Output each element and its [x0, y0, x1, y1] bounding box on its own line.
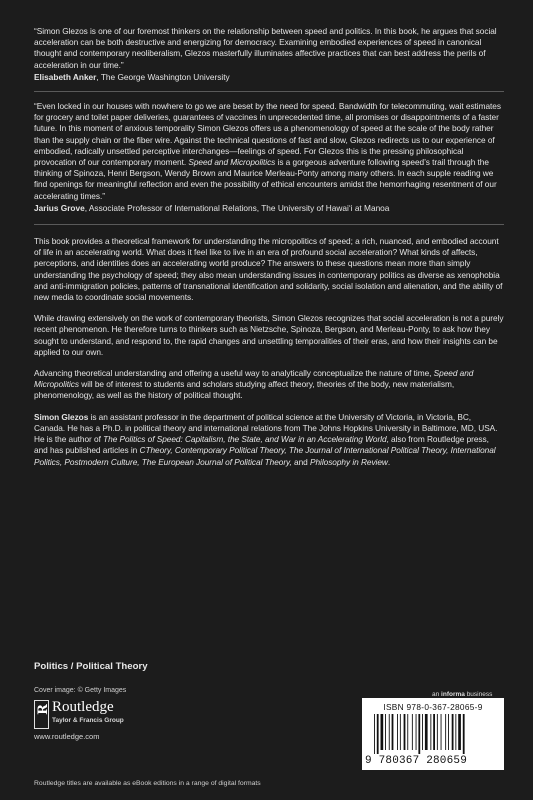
barcode-bar	[441, 714, 442, 750]
ebook-availability-note: Routledge titles are available as eBook editions in a range of digital formats	[34, 780, 261, 787]
informa-text: an	[432, 691, 442, 698]
author-name: Simon Glezos	[34, 411, 89, 422]
isbn-barcode	[362, 698, 504, 770]
barcode-bar	[385, 714, 386, 750]
bio-text: and	[291, 456, 310, 467]
book-title-italic: Speed and Micropolitics	[34, 368, 474, 390]
barcode-bar	[412, 714, 413, 750]
barcode-digits: 9 780367 280659	[365, 755, 468, 767]
divider	[34, 91, 504, 92]
bio-journals: CTheory, Contemporary Political Theory, The Journal of International Political Theory, International Politics, Postmodern Culture, The European Journal of Political Theory,	[34, 445, 496, 467]
barcode-bar	[381, 714, 384, 750]
barcode-bar	[389, 714, 390, 750]
review-attribution-1	[34, 72, 504, 83]
barcode-bar	[397, 714, 398, 750]
reviewer-affiliation: , The George Washington University	[96, 71, 230, 82]
barcode-bar	[407, 714, 408, 750]
barcode-bar	[448, 714, 449, 750]
author-bio	[34, 412, 504, 468]
barcode-bar	[455, 714, 456, 750]
review-quote-1: “Simon Glezos is one of our foremost thinkers on the relationship between speed and politics. In this book, he argues that social acceleration can be both destructive and energizing for democracy. Examining embodied experiences of speed in canonical thought and contemporary neoliberalism, Glezos masterfully illuminates affective practices that can best address the perils of acceleration in our time.”	[34, 26, 497, 70]
description-text: Advancing theoretical understanding and offering a useful way to analytically conceptualize the nature of time,	[34, 368, 434, 379]
bio-book-title: The Politics of Speed: Capitalism, the State, and War in an Accelerating World	[103, 434, 387, 445]
reviewer-affiliation: , Associate Professor of International Relations, The University of Hawai‘i at Manoa	[84, 202, 390, 213]
review-quote-2	[34, 101, 504, 202]
informa-business	[432, 691, 492, 698]
barcode-bar	[452, 714, 454, 750]
quote-text: “Even locked in our houses with nowhere to go we are beset by the need for speed. Bandwidth for telecommuting, wait estimates for grocery and toilet paper deliveries, guarantees of vaccines in unprecedented time, all promises or disappointments of a faster future. In this moment of anxious temporality Simon Glezos offers us a phenomenology of speed at the scale of the body rather than the supply chain or the fiber wire. Against the technical questions of fast and slow, Glezos redirects us to our experience of embodied, radically unsettled perceptive interchanges—feelings of speed. For Glezos this is the pressing philosophical provocation of our contemporary moment.	[34, 101, 501, 168]
barcode-bar	[437, 714, 438, 750]
barcode-bar	[418, 714, 420, 754]
publisher-url: www.routledge.com	[34, 732, 100, 741]
description-paragraph-1: This book provides a theoretical framework for understanding the micropolitics of speed; a rich, nuanced, and embodied account of life in an accelerating world. What does it feel like to live in an era of profound social acceleration? What kinds of affects, perceptions, and identities does an accelerating world produce? The answers to these questions mean more than simply understanding the psychology of speed; they also mean understanding issues in contemporary politics as diverse as xenophobia and anti-immigration policies, patterns of transnational identification and solidarity, social isolation and alienation, and the ability of new media to coordinate social movements.	[34, 236, 503, 303]
informa-brand: informa	[441, 691, 465, 698]
logo-mark-letter: R	[36, 704, 51, 715]
barcode-bar	[392, 714, 394, 750]
bio-journal: Philosophy in Review	[310, 456, 388, 467]
reviewer-name: Elisabeth Anker	[34, 71, 97, 82]
barcode-bar	[416, 714, 417, 750]
divider	[34, 224, 504, 225]
barcode-bar	[458, 714, 461, 750]
bio-text: .	[387, 456, 391, 467]
barcode-bar	[445, 714, 446, 750]
bio-text: is an assistant professor in the department of political science at the University of Victoria, in Victoria, BC, Canada. He has a Ph.D. in political theory and international relations from The Johns Hopkins University in Baltimore, MD, USA. He is the author of	[34, 411, 498, 445]
barcode-bar	[422, 714, 423, 750]
description-paragraph-2: While drawing extensively on the work of contemporary theorists, Simon Glezos recognizes that social acceleration is not a purely recent phenomenon. He therefore turns to thinkers such as Nietzsche, Spinoza, Bergson, and Merleau-Ponty, to ask how they sought to understand, and respond to, the rapid changes and unsettling temporalities of their eras, and how their insights can be applied to our own.	[34, 313, 504, 357]
barcode-bar	[463, 714, 465, 754]
barcode-bar	[374, 714, 375, 754]
subject-category: Politics / Political Theory	[34, 661, 148, 672]
quote-text: is a gorgeous adventure following speed’s trail through the thinking of Spinoza, Henri Bergson, Wendy Brown and Maurice Merleau-Ponty among many others. In each supple reading we find openings for meaningful reflection and even the possibility of ethical encounters amidst the hemorrhaging resentment of our accelerating times.”	[34, 157, 497, 201]
back-cover-text	[34, 26, 504, 468]
barcode-bar	[377, 714, 379, 754]
isbn-label: ISBN 978-0-367-28065-9	[383, 702, 483, 712]
publisher-name: Routledge	[52, 699, 114, 715]
barcode-bar	[400, 714, 401, 750]
barcode-icon	[374, 714, 494, 754]
barcode-bar	[433, 714, 435, 750]
review-attribution-2	[34, 203, 504, 214]
bio-text: , also from Routledge press, and has published articles in	[34, 434, 489, 456]
description-text: will be of interest to students and scholars studying affect theory, theories of the body, new materialism, phenomenology, as well as the history of political thought.	[34, 379, 455, 401]
barcode-bar	[425, 714, 428, 750]
description-paragraph-3	[34, 368, 504, 402]
routledge-mark-icon	[34, 700, 49, 729]
cover-image-credit: Cover image: © Getty Images	[34, 687, 127, 694]
publisher-group: Taylor & Francis Group	[52, 717, 124, 724]
book-title-italic: Speed and Micropolitics	[188, 157, 276, 168]
barcode-bar	[404, 714, 406, 750]
informa-text: business	[464, 691, 493, 698]
routledge-logo	[34, 700, 194, 744]
barcode-bar	[430, 714, 431, 750]
reviewer-name: Jarius Grove	[34, 202, 85, 213]
